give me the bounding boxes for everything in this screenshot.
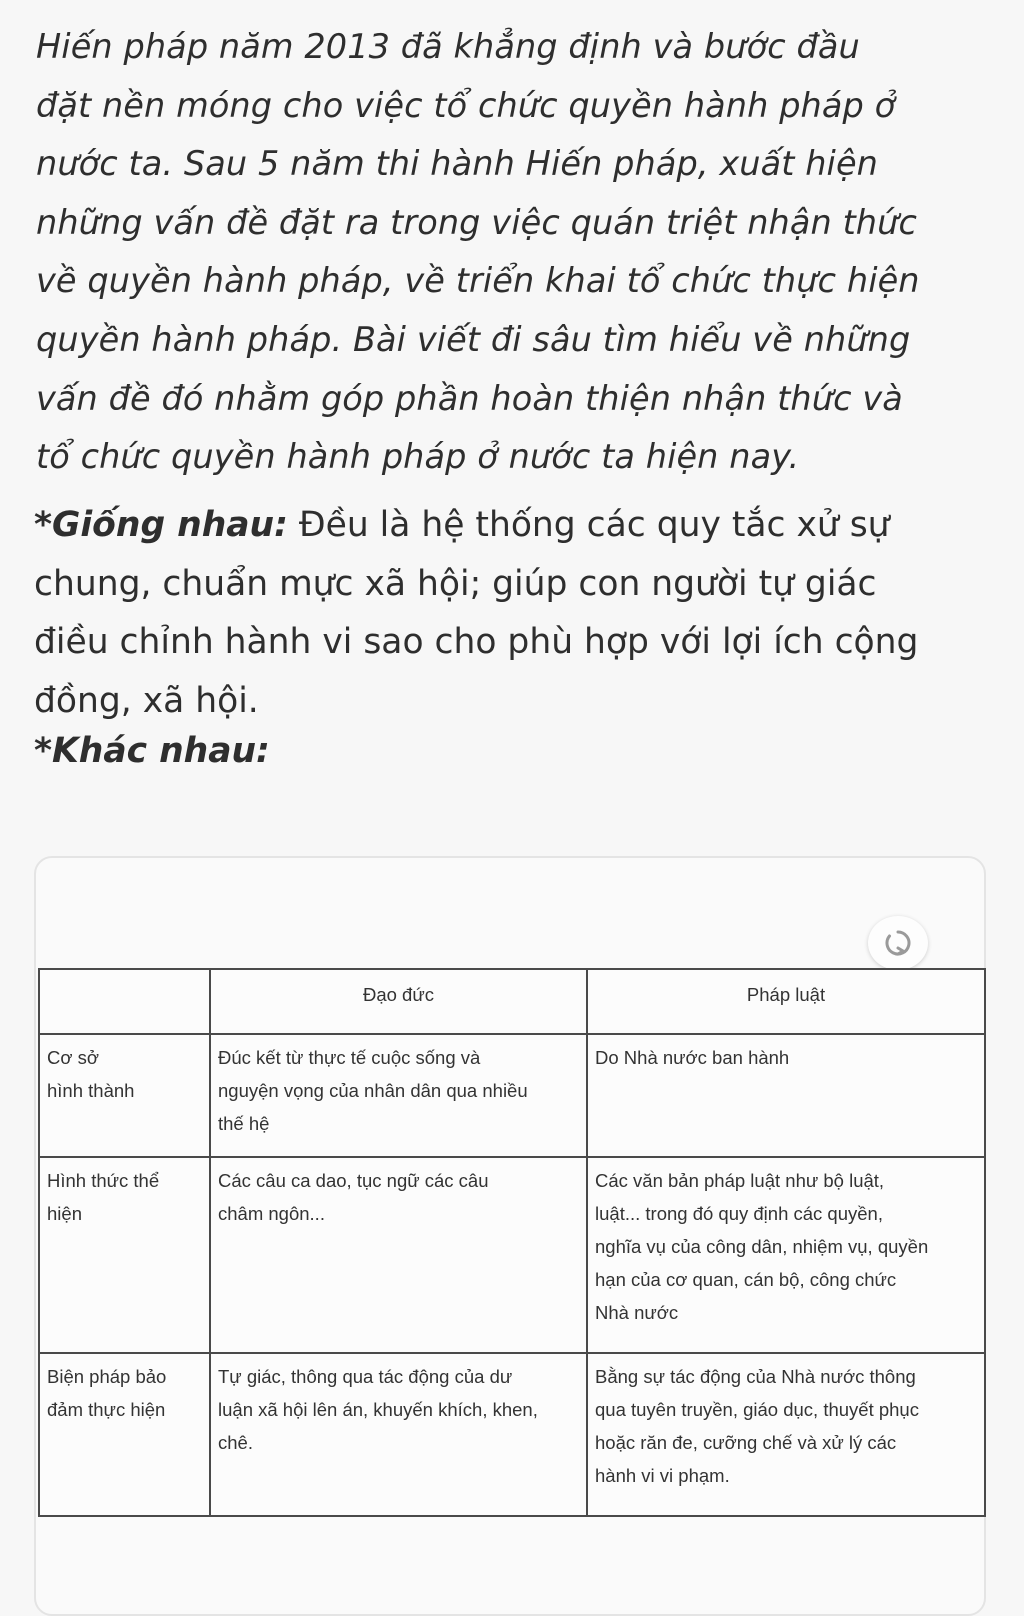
table-row [39, 1157, 985, 1353]
refresh-icon [882, 927, 914, 959]
criterion-cell [39, 1034, 210, 1157]
intro-line: về quyền hành pháp, về triển khai tổ chức thực hiện [36, 261, 920, 301]
intro-line: tổ chức quyền hành pháp ở nước ta hiện nay. [36, 437, 800, 477]
table-row [39, 1353, 985, 1516]
cell-line: hoặc răn đe, cưỡng chế và xử lý các [595, 1432, 897, 1453]
table-header-cell: Pháp luật [587, 969, 985, 1034]
similarities-first-line [34, 496, 994, 555]
intro-paragraph [36, 18, 996, 487]
cell-line: Cơ sở [47, 1047, 100, 1068]
differences-label: *Khác nhau: [34, 731, 270, 771]
similarities-paragraph [34, 496, 994, 730]
cell-line: Biện pháp bảo [47, 1366, 167, 1387]
criterion-cell [39, 1157, 210, 1353]
cell-line: chê. [218, 1432, 253, 1453]
cell-line: hiện [47, 1203, 82, 1224]
cell-line: hạn của cơ quan, cán bộ, công chức [595, 1269, 897, 1290]
refresh-button[interactable] [868, 916, 928, 970]
cell-line: luật... trong đó quy định các quyền, [595, 1203, 883, 1224]
cell-line: đảm thực hiện [47, 1399, 166, 1420]
cell-line: châm ngôn... [218, 1203, 325, 1224]
table-header-cell: Đạo đức [210, 969, 587, 1034]
cell-line: Các văn bản pháp luật như bộ luật, [595, 1170, 885, 1191]
cell-line: luận xã hội lên án, khuyến khích, khen, [218, 1399, 538, 1420]
intro-line: quyền hành pháp. Bài viết đi sâu tìm hiểu về những [36, 319, 911, 359]
cell-line: hành vi vi phạm. [595, 1465, 730, 1486]
cell-line: hình thành [47, 1080, 135, 1101]
comparison-table [38, 968, 986, 1517]
cell-line: Các câu ca dao, tục ngữ các câu [218, 1170, 489, 1191]
cell-line: Bằng sự tác động của Nhà nước thông [595, 1366, 916, 1387]
cell-line: thế hệ [218, 1113, 270, 1134]
cell-line: Đúc kết từ thực tế cuộc sống và [218, 1047, 481, 1068]
intro-line: nước ta. Sau 5 năm thi hành Hiến pháp, xuất hiện [36, 144, 878, 184]
cell-line: Hình thức thể [47, 1170, 160, 1191]
similarities-text: đồng, xã hội. [34, 680, 259, 721]
intro-line: Hiến pháp năm 2013 đã khẳng định và bước đầu [36, 27, 860, 66]
cell-line: qua tuyên truyền, giáo dục, thuyết phục [595, 1399, 919, 1420]
ethics-cell [210, 1353, 587, 1516]
intro-line: những vấn đề đặt ra trong việc quán triệt nhận thức [36, 202, 917, 242]
ethics-cell [210, 1157, 587, 1353]
similarities-text: Đều là hệ thống các quy tắc xử sự [287, 505, 890, 545]
table-header-row [39, 969, 985, 1034]
law-cell [587, 1157, 985, 1353]
table-row [39, 1034, 985, 1157]
similarities-label: *Giống nhau: [34, 505, 288, 545]
cell-line: Do Nhà nước ban hành [595, 1047, 790, 1068]
cell-line: Nhà nước [595, 1302, 679, 1323]
intro-line: đặt nền móng cho việc tổ chức quyền hành pháp ở [36, 85, 896, 125]
table-header-cell [39, 969, 210, 1034]
cell-line: nguyện vọng của nhân dân qua nhiều [218, 1080, 528, 1101]
cell-line: Tự giác, thông qua tác động của dư [218, 1366, 513, 1387]
ethics-cell [210, 1034, 587, 1157]
cell-line: nghĩa vụ của công dân, nhiệm vụ, quyền [595, 1236, 929, 1257]
similarities-text: điều chỉnh hành vi sao cho phù hợp với lợi ích cộng [34, 622, 919, 662]
similarities-text: chung, chuẩn mực xã hội; giúp con người tự giác [34, 563, 877, 604]
law-cell [587, 1034, 985, 1157]
law-cell [587, 1353, 985, 1516]
intro-line: vấn đề đó nhằm góp phần hoàn thiện nhận thức và [36, 378, 903, 418]
criterion-cell [39, 1353, 210, 1516]
